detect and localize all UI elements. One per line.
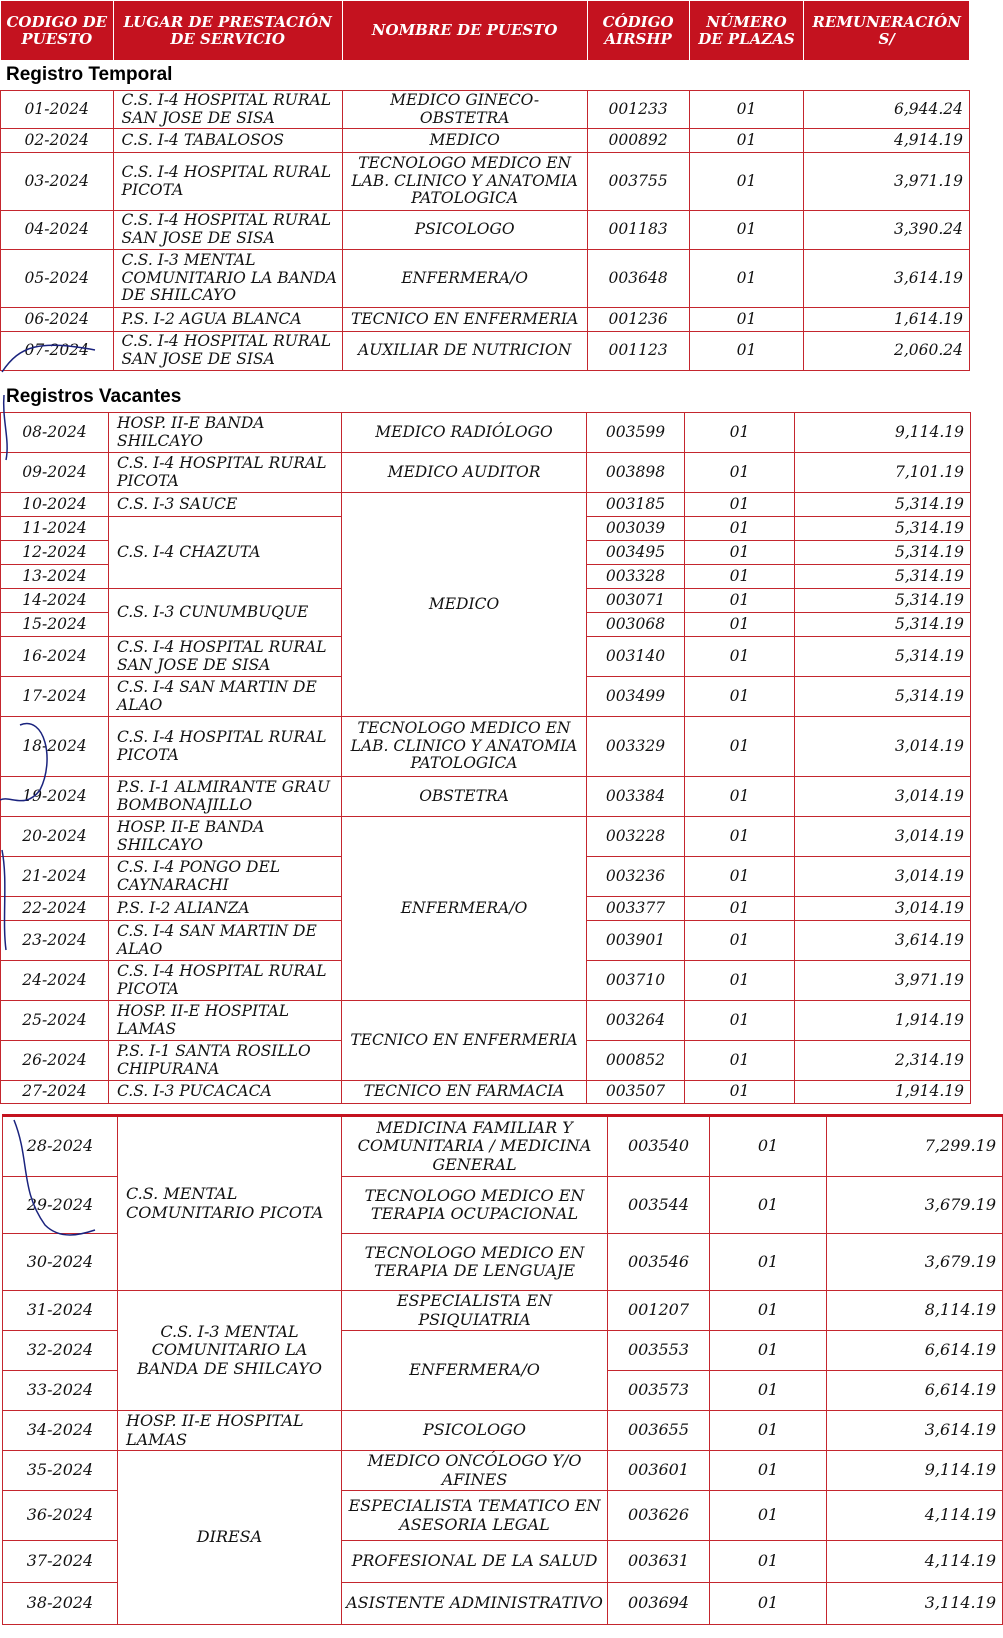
cell-code: 27-2024 xyxy=(1,1081,109,1104)
cell-airshp: 001183 xyxy=(587,211,689,250)
header-codigo: CODIGO DE PUESTO xyxy=(1,1,114,61)
cell-position-merged: TECNICO EN ENFERMERIA xyxy=(342,1001,587,1081)
cell-place-merged: C.S. I-3 CUNUMBUQUE xyxy=(109,589,342,637)
cell-position-merged: ENFERMERA/O xyxy=(342,1331,608,1411)
cell-place: HOSP. II-E HOSPITAL LAMAS xyxy=(118,1411,342,1451)
cell-place-merged: C.S. I-4 CHAZUTA xyxy=(109,517,342,589)
cell-code: 35-2024 xyxy=(3,1451,118,1491)
cell-position-merged: ENFERMERA/O xyxy=(342,817,587,1001)
cell-airshp: 001233 xyxy=(587,91,689,129)
cell-airshp: 003236 xyxy=(587,857,685,897)
cell-airshp: 003499 xyxy=(587,677,685,717)
cell-place: C.S. I-4 HOSPITAL RURAL PICOTA xyxy=(113,153,342,211)
cell-pay: 5,314.19 xyxy=(795,517,971,541)
table-row xyxy=(1,717,971,777)
cell-position: OBSTETRA xyxy=(342,777,587,817)
cell-airshp: 003328 xyxy=(587,565,685,589)
cell-code: 07-2024 xyxy=(1,332,114,371)
cell-plazas: 01 xyxy=(710,1116,827,1177)
cell-position: PROFESIONAL DE LA SALUD xyxy=(342,1541,608,1583)
cell-position: TECNOLOGO MEDICO EN TERAPIA OCUPACIONAL xyxy=(342,1177,608,1234)
cell-place: C.S. I-4 HOSPITAL RURAL PICOTA xyxy=(109,717,342,777)
cell-airshp: 003329 xyxy=(587,717,685,777)
cell-plazas: 01 xyxy=(685,1081,795,1104)
cell-pay: 3,614.19 xyxy=(827,1411,1003,1451)
cell-place: C.S. I-4 PONGO DEL CAYNARACHI xyxy=(109,857,342,897)
cell-plazas: 01 xyxy=(689,129,804,153)
cell-place: C.S. I-3 PUCACACA xyxy=(109,1081,342,1104)
cell-airshp: 003544 xyxy=(608,1177,710,1234)
cell-position: MEDICO xyxy=(342,129,587,153)
cell-code: 31-2024 xyxy=(3,1291,118,1331)
cell-place: C.S. I-4 SAN MARTIN DE ALAO xyxy=(109,677,342,717)
cell-place: P.S. I-1 ALMIRANTE GRAU BOMBONAJILLO xyxy=(109,777,342,817)
cell-plazas: 01 xyxy=(685,897,795,921)
cell-plazas: 01 xyxy=(689,153,804,211)
table-header xyxy=(0,0,970,61)
cell-plazas: 01 xyxy=(710,1451,827,1491)
cell-airshp: 001236 xyxy=(587,308,689,332)
cell-airshp: 003755 xyxy=(587,153,689,211)
cell-plazas: 01 xyxy=(685,565,795,589)
cell-position: PSICOLOGO xyxy=(342,211,587,250)
cell-airshp: 001123 xyxy=(587,332,689,371)
cell-place: C.S. I-3 SAUCE xyxy=(109,493,342,517)
cell-position: PSICOLOGO xyxy=(342,1411,608,1451)
cell-pay: 4,914.19 xyxy=(804,129,970,153)
cell-pay: 5,314.19 xyxy=(795,565,971,589)
table-row xyxy=(1,153,970,211)
cell-position: ENFERMERA/O xyxy=(342,250,587,308)
cell-plazas: 01 xyxy=(685,589,795,613)
cell-code: 25-2024 xyxy=(1,1001,109,1041)
table-row xyxy=(3,1291,1003,1331)
cell-plazas: 01 xyxy=(710,1371,827,1411)
cell-pay: 6,614.19 xyxy=(827,1371,1003,1411)
cell-plazas: 01 xyxy=(685,921,795,961)
cell-airshp: 003546 xyxy=(608,1234,710,1291)
cell-pay: 5,314.19 xyxy=(795,613,971,637)
cell-airshp: 003655 xyxy=(608,1411,710,1451)
table-row xyxy=(1,453,971,493)
cell-code: 22-2024 xyxy=(1,897,109,921)
cell-code: 02-2024 xyxy=(1,129,114,153)
cell-plazas: 01 xyxy=(685,857,795,897)
cell-airshp: 003599 xyxy=(587,413,685,453)
cell-code: 05-2024 xyxy=(1,250,114,308)
cell-place: P.S. I-2 ALIANZA xyxy=(109,897,342,921)
section-title-temporal: Registro Temporal xyxy=(6,64,173,85)
cell-airshp: 003626 xyxy=(608,1491,710,1541)
cell-pay: 5,314.19 xyxy=(795,677,971,717)
cell-pay: 3,014.19 xyxy=(795,857,971,897)
cell-code: 17-2024 xyxy=(1,677,109,717)
cell-code: 15-2024 xyxy=(1,613,109,637)
cell-code: 21-2024 xyxy=(1,857,109,897)
cell-pay: 1,614.19 xyxy=(804,308,970,332)
cell-airshp: 003648 xyxy=(587,250,689,308)
cell-pay: 3,014.19 xyxy=(795,897,971,921)
table-row xyxy=(3,1411,1003,1451)
cell-pay: 6,944.24 xyxy=(804,91,970,129)
cell-position: TECNOLOGO MEDICO EN LAB. CLINICO Y ANATOMIA PATOLOGICA xyxy=(342,717,587,777)
cell-pay: 3,390.24 xyxy=(804,211,970,250)
cell-airshp: 003540 xyxy=(608,1116,710,1177)
header-row xyxy=(1,1,970,61)
cell-position: TECNOLOGO MEDICO EN TERAPIA DE LENGUAJE xyxy=(342,1234,608,1291)
cell-airshp: 003495 xyxy=(587,541,685,565)
cell-airshp: 003553 xyxy=(608,1331,710,1371)
cell-airshp: 003039 xyxy=(587,517,685,541)
cell-plazas: 01 xyxy=(689,332,804,371)
cell-code: 23-2024 xyxy=(1,921,109,961)
cell-position: ASISTENTE ADMINISTRATIVO xyxy=(342,1583,608,1625)
cell-airshp: 000852 xyxy=(587,1041,685,1081)
cell-code: 03-2024 xyxy=(1,153,114,211)
cell-pay: 1,914.19 xyxy=(795,1001,971,1041)
cell-pay: 3,114.19 xyxy=(827,1583,1003,1625)
cell-plazas: 01 xyxy=(689,91,804,129)
section-title-vacantes: Registros Vacantes xyxy=(6,386,182,407)
cell-place: P.S. I-1 SANTA ROSILLO CHIPURANA xyxy=(109,1041,342,1081)
cell-position-merged: MEDICO xyxy=(342,493,587,717)
cell-pay: 3,614.19 xyxy=(804,250,970,308)
cell-position: MEDICINA FAMILIAR Y COMUNITARIA / MEDICINA GENERAL xyxy=(342,1116,608,1177)
cell-pay: 5,314.19 xyxy=(795,589,971,613)
cell-place: C.S. I-4 TABALOSOS xyxy=(113,129,342,153)
cell-place: HOSP. II-E BANDA SHILCAYO xyxy=(109,817,342,857)
cell-pay: 8,114.19 xyxy=(827,1291,1003,1331)
cell-pay: 7,101.19 xyxy=(795,453,971,493)
cell-code: 08-2024 xyxy=(1,413,109,453)
cell-pay: 2,314.19 xyxy=(795,1041,971,1081)
cell-place: C.S. I-3 MENTAL COMUNITARIO LA BANDA DE SHILCAYO xyxy=(113,250,342,308)
cell-airshp: 003898 xyxy=(587,453,685,493)
cell-place: HOSP. II-E HOSPITAL LAMAS xyxy=(109,1001,342,1041)
cell-plazas: 01 xyxy=(710,1331,827,1371)
table-row xyxy=(1,91,970,129)
cell-position: TECNICO EN FARMACIA xyxy=(342,1081,587,1104)
cell-place-merged: C.S. I-3 MENTAL COMUNITARIO LA BANDA DE SHILCAYO xyxy=(118,1291,342,1411)
cell-code: 29-2024 xyxy=(3,1177,118,1234)
cell-airshp: 003228 xyxy=(587,817,685,857)
cell-position: ESPECIALISTA EN PSIQUIATRIA xyxy=(342,1291,608,1331)
table-row xyxy=(1,129,970,153)
cell-code: 11-2024 xyxy=(1,517,109,541)
cell-code: 19-2024 xyxy=(1,777,109,817)
cell-pay: 5,314.19 xyxy=(795,493,971,517)
cell-pay: 9,114.19 xyxy=(827,1451,1003,1491)
cell-code: 12-2024 xyxy=(1,541,109,565)
cell-pay: 3,971.19 xyxy=(795,961,971,1001)
table-row xyxy=(1,817,971,857)
cell-pay: 3,614.19 xyxy=(795,921,971,961)
table-row xyxy=(3,1116,1003,1177)
cell-plazas: 01 xyxy=(689,211,804,250)
cell-place: C.S. I-4 HOSPITAL RURAL PICOTA xyxy=(109,961,342,1001)
cell-pay: 7,299.19 xyxy=(827,1116,1003,1177)
cell-pay: 3,014.19 xyxy=(795,817,971,857)
cell-airshp: 003377 xyxy=(587,897,685,921)
cell-plazas: 01 xyxy=(685,541,795,565)
cell-plazas: 01 xyxy=(685,717,795,777)
cell-pay: 3,679.19 xyxy=(827,1177,1003,1234)
cell-pay: 5,314.19 xyxy=(795,541,971,565)
cell-plazas: 01 xyxy=(710,1291,827,1331)
cell-plazas: 01 xyxy=(685,613,795,637)
cell-place-merged: DIRESA xyxy=(118,1451,342,1625)
cell-plazas: 01 xyxy=(685,961,795,1001)
cell-airshp: 003631 xyxy=(608,1541,710,1583)
cell-code: 30-2024 xyxy=(3,1234,118,1291)
cell-plazas: 01 xyxy=(685,493,795,517)
cell-code: 20-2024 xyxy=(1,817,109,857)
cell-place: C.S. I-4 HOSPITAL RURAL SAN JOSE DE SISA xyxy=(113,211,342,250)
cell-code: 28-2024 xyxy=(3,1116,118,1177)
cell-plazas: 01 xyxy=(710,1234,827,1291)
cell-position: MEDICO AUDITOR xyxy=(342,453,587,493)
cell-code: 01-2024 xyxy=(1,91,114,129)
cell-pay: 3,679.19 xyxy=(827,1234,1003,1291)
cell-code: 26-2024 xyxy=(1,1041,109,1081)
cell-code: 14-2024 xyxy=(1,589,109,613)
header-plazas: NÚMERO DE PLAZAS xyxy=(689,1,804,61)
cell-code: 06-2024 xyxy=(1,308,114,332)
cell-pay: 3,014.19 xyxy=(795,777,971,817)
cell-plazas: 01 xyxy=(710,1491,827,1541)
cell-code: 04-2024 xyxy=(1,211,114,250)
cell-plazas: 01 xyxy=(710,1177,827,1234)
cell-airshp: 001207 xyxy=(608,1291,710,1331)
cell-code: 38-2024 xyxy=(3,1583,118,1625)
cell-plazas: 01 xyxy=(685,637,795,677)
table-row xyxy=(1,1081,971,1104)
cell-airshp: 003140 xyxy=(587,637,685,677)
cell-plazas: 01 xyxy=(685,1001,795,1041)
cell-plazas: 01 xyxy=(689,308,804,332)
cell-code: 34-2024 xyxy=(3,1411,118,1451)
cell-plazas: 01 xyxy=(685,1041,795,1081)
table-row xyxy=(1,332,970,371)
cell-place: C.S. I-4 HOSPITAL RURAL SAN JOSE DE SISA xyxy=(113,332,342,371)
cell-code: 18-2024 xyxy=(1,717,109,777)
table-row xyxy=(1,1001,971,1041)
cell-pay: 3,014.19 xyxy=(795,717,971,777)
cell-code: 32-2024 xyxy=(3,1331,118,1371)
cell-pay: 3,971.19 xyxy=(804,153,970,211)
cell-place: C.S. I-4 HOSPITAL RURAL SAN JOSE DE SISA xyxy=(109,637,342,677)
cell-airshp: 003901 xyxy=(587,921,685,961)
table-row xyxy=(1,250,970,308)
table-row xyxy=(1,211,970,250)
cell-code: 24-2024 xyxy=(1,961,109,1001)
cell-airshp: 003573 xyxy=(608,1371,710,1411)
table-row xyxy=(1,493,971,517)
cell-code: 10-2024 xyxy=(1,493,109,517)
cell-airshp: 003068 xyxy=(587,613,685,637)
table-row xyxy=(1,308,970,332)
cell-pay: 6,614.19 xyxy=(827,1331,1003,1371)
cell-plazas: 01 xyxy=(689,250,804,308)
cell-pay: 4,114.19 xyxy=(827,1491,1003,1541)
cell-place-merged: C.S. MENTAL COMUNITARIO PICOTA xyxy=(118,1116,342,1291)
cell-code: 33-2024 xyxy=(3,1371,118,1411)
cell-position: MEDICO ONCÓLOGO Y/O AFINES xyxy=(342,1451,608,1491)
cell-airshp: 003384 xyxy=(587,777,685,817)
cell-pay: 2,060.24 xyxy=(804,332,970,371)
cell-plazas: 01 xyxy=(685,453,795,493)
cell-airshp: 003185 xyxy=(587,493,685,517)
cell-airshp: 003507 xyxy=(587,1081,685,1104)
header-remuneracion: REMUNERACIÓN S/ xyxy=(804,1,970,61)
cell-airshp: 000892 xyxy=(587,129,689,153)
header-airshp: CÓDIGO AIRSHP xyxy=(587,1,689,61)
cell-plazas: 01 xyxy=(710,1583,827,1625)
cell-place: P.S. I-2 AGUA BLANCA xyxy=(113,308,342,332)
header-nombre: NOMBRE DE PUESTO xyxy=(342,1,587,61)
cell-place: C.S. I-4 SAN MARTIN DE ALAO xyxy=(109,921,342,961)
cell-pay: 5,314.19 xyxy=(795,637,971,677)
cell-code: 09-2024 xyxy=(1,453,109,493)
cell-plazas: 01 xyxy=(685,777,795,817)
cell-airshp: 003694 xyxy=(608,1583,710,1625)
cell-position: TECNOLOGO MEDICO EN LAB. CLINICO Y ANATOMIA PATOLOGICA xyxy=(342,153,587,211)
header-lugar: LUGAR DE PRESTACIÓN DE SERVICIO xyxy=(113,1,342,61)
cell-airshp: 003264 xyxy=(587,1001,685,1041)
cell-place: C.S. I-4 HOSPITAL RURAL PICOTA xyxy=(109,453,342,493)
table-row xyxy=(3,1451,1003,1491)
cell-plazas: 01 xyxy=(685,517,795,541)
cell-code: 16-2024 xyxy=(1,637,109,677)
cell-plazas: 01 xyxy=(685,413,795,453)
cell-airshp: 003601 xyxy=(608,1451,710,1491)
cell-code: 37-2024 xyxy=(3,1541,118,1583)
table-vacantes xyxy=(0,412,971,1104)
cell-position: AUXILIAR DE NUTRICION xyxy=(342,332,587,371)
cell-plazas: 01 xyxy=(710,1411,827,1451)
cell-pay: 4,114.19 xyxy=(827,1541,1003,1583)
table-temporal xyxy=(0,90,970,371)
cell-place: C.S. I-4 HOSPITAL RURAL SAN JOSE DE SISA xyxy=(113,91,342,129)
cell-plazas: 01 xyxy=(685,817,795,857)
cell-code: 13-2024 xyxy=(1,565,109,589)
cell-pay: 9,114.19 xyxy=(795,413,971,453)
cell-position: TECNICO EN ENFERMERIA xyxy=(342,308,587,332)
cell-position: MEDICO GINECO-OBSTETRA xyxy=(342,91,587,129)
table-row xyxy=(1,413,971,453)
table-block3 xyxy=(2,1114,1003,1625)
cell-plazas: 01 xyxy=(685,677,795,717)
cell-airshp: 003071 xyxy=(587,589,685,613)
cell-airshp: 003710 xyxy=(587,961,685,1001)
table-row xyxy=(1,777,971,817)
cell-position: MEDICO RADIÓLOGO xyxy=(342,413,587,453)
cell-place: HOSP. II-E BANDA SHILCAYO xyxy=(109,413,342,453)
cell-plazas: 01 xyxy=(710,1541,827,1583)
cell-pay: 1,914.19 xyxy=(795,1081,971,1104)
cell-position: ESPECIALISTA TEMATICO EN ASESORIA LEGAL xyxy=(342,1491,608,1541)
cell-code: 36-2024 xyxy=(3,1491,118,1541)
